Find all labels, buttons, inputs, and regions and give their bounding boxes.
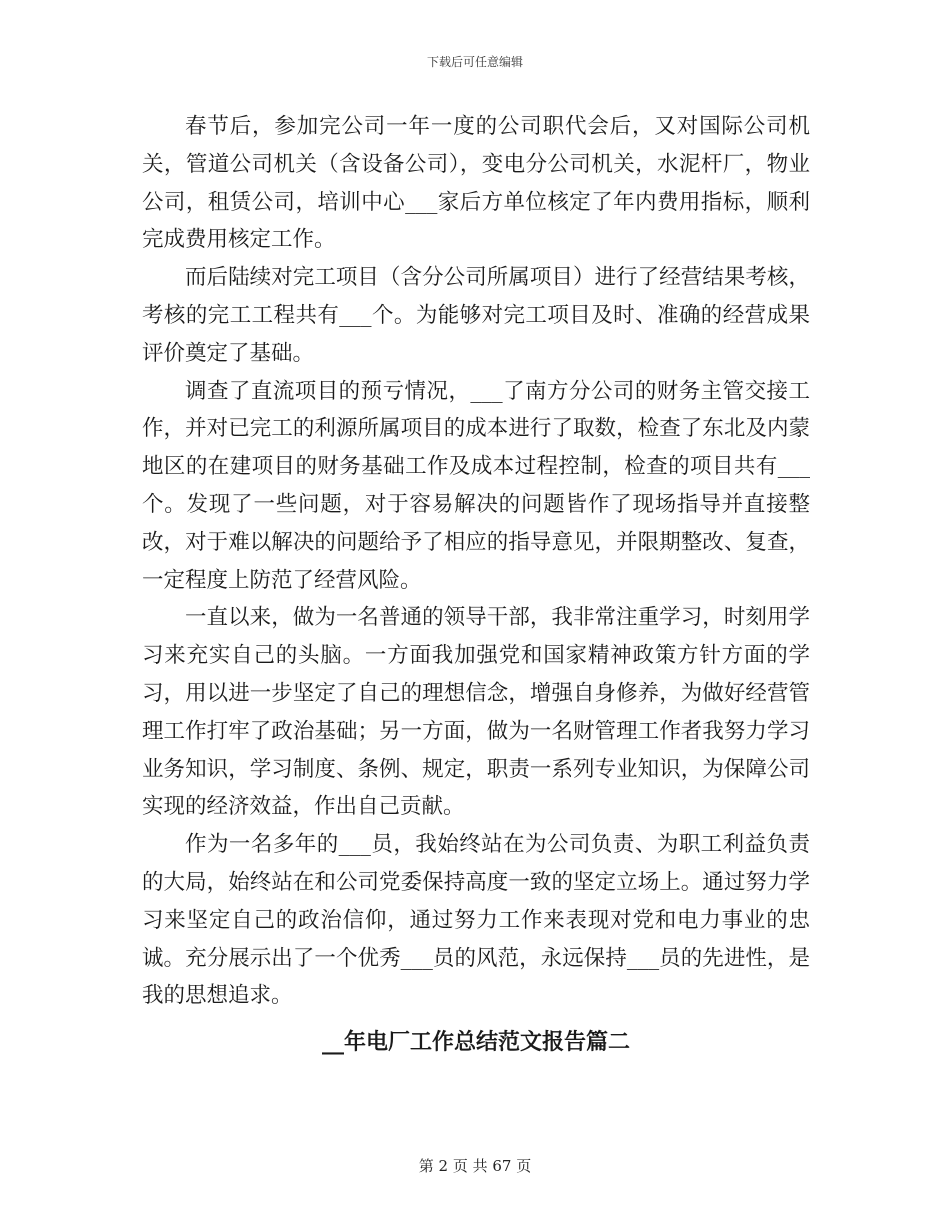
- document-body: [142, 108, 810, 1061]
- paragraph-5: 作为一名多年的___员，我始终站在为公司负责、为职工利益负责的大局，始终站在和公司党委保持高度一致的坚定立场上。通过努力学习来坚定自己的政治信仰，通过努力工作来表现对党和电力事业的忠诚。充分展示出了一个优秀___员的风范，永远保持___员的先进性，是我的思想追求。: [142, 832, 810, 1009]
- paragraph-2: 而后陆续对完工项目（含分公司所属项目）进行了经营结果考核，考核的完工工程共有___个。为能够对完工项目及时、准确的经营成果评价奠定了基础。: [142, 265, 810, 366]
- paragraph-1: 春节后，参加完公司一年一度的公司职代会后，又对国际公司机关，管道公司机关（含设备公司），变电分公司机关，水泥杆厂，物业公司，租赁公司，培训中心___家后方单位核定了年内费用指标，顺利完成费用核定工作。: [142, 114, 810, 253]
- section-title: __年电厂工作总结范文报告篇二: [321, 1029, 630, 1056]
- page-header: 下载后可任意编辑: [426, 55, 523, 69]
- page-number-footer: 第 2 页 共 67 页: [418, 1157, 532, 1175]
- paragraph-4: 一直以来，做为一名普通的领导干部，我非常注重学习，时刻用学习来充实自己的头脑。一方面我加强党和国家精神政策方针方面的学习，用以进一步坚定了自己的理想信念，增强自身修养，为做好经营管理工作打牢了政治基础；另一方面，做为一名财管理工作者我努力学习业务知识，学习制度、条例、规定，职责一系列专业知识，为保障公司实现的经济效益，作出自己贡献。: [142, 605, 810, 820]
- paragraph-3: 调查了直流项目的预亏情况，___了南方分公司的财务主管交接工作，并对已完工的利源所属项目的成本进行了取数，检查了东北及内蒙地区的在建项目的财务基础工作及成本过程控制，检查的项目共有___个。发现了一些问题，对于容易解决的问题皆作了现场指导并直接整改，对于难以解决的问题给予了相应的指导意见，并限期整改、复查，一定程度上防范了经营风险。: [142, 378, 810, 593]
